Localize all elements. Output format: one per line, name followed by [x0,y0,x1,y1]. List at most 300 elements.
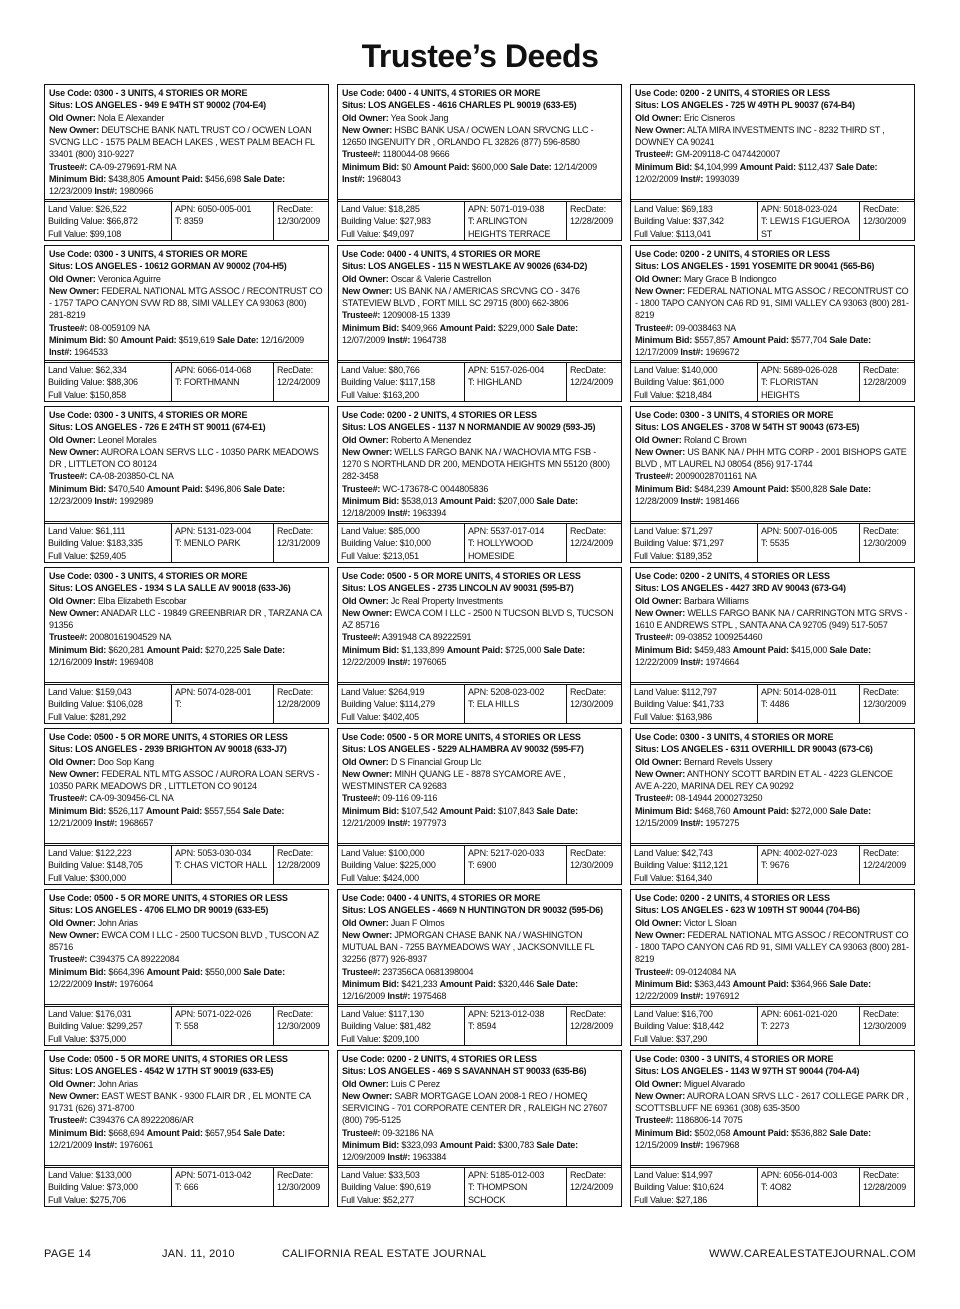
trustee-label: Trustee#: [49,322,88,333]
land-value-line [634,1169,754,1181]
tract-value: HOLLYWOOD HOMESIDE [468,538,533,561]
tract-label: T: [175,377,182,388]
land-value-line [48,1169,168,1181]
full-value: $375,000 [89,1033,126,1044]
new-owner-line [635,124,910,149]
inst-value: 1969672 [705,347,740,358]
rec-date-label: RecDate: [570,204,606,214]
rec-date-label: RecDate: [277,365,313,375]
building-value-line [48,1020,168,1032]
min-bid-label: Minimum Bid: [342,979,400,990]
trustee-label: Trustee#: [635,149,674,160]
old-owner-label: Old Owner: [635,434,682,445]
trustee-value: 20080161904529 NA [89,632,172,643]
record-info [45,729,328,846]
record-info [338,407,621,524]
amount-paid-label: Amount Paid: [732,1127,789,1138]
new-owner-line [49,1090,324,1115]
old-owner-label: Old Owner: [49,756,96,767]
use-code: Use Code: 0300 - 3 UNITS, 4 STORIES OR MORE [49,571,248,581]
full-value-line [634,550,754,562]
old-owner-value: Eric Cisneros [683,112,735,123]
amount-paid-value: $557,554 [204,805,241,816]
values-cell [631,846,758,884]
footer-page-number: PAGE 14 [44,1248,92,1260]
trustee-line [49,953,324,965]
new-owner-value: ALTA MIRA INVESTMENTS INC - 8232 THIRD ST , DOWNEY CA 90241 [635,124,885,148]
deed-record [44,889,329,1046]
deed-record [630,567,915,724]
inst-value: 1993039 [705,174,740,185]
land-value-label: Land Value: [48,204,94,214]
old-owner-line [342,1078,617,1090]
sale-date-value: 12/15/2009 [635,1140,679,1151]
deed-record [630,406,915,563]
building-value: $41,733 [692,699,724,710]
apn-value: 5007-016-005 [783,526,838,536]
building-value-line [341,698,461,710]
building-value: $73,000 [106,1182,138,1193]
old-owner-label: Old Owner: [342,273,389,284]
values-cell [45,363,172,401]
apn-value: 5131-023-004 [197,526,252,536]
deed-record [44,567,329,724]
old-owner-label: Old Owner: [49,434,96,445]
rec-date-value: 12/28/2009 [570,1021,614,1032]
situs-address: Situs: LOS ANGELES - 10612 GORMAN AV 90002 (704-H5) [49,261,287,272]
apn-value: 6066-014-068 [197,365,252,375]
situs-address: Situs: LOS ANGELES - 1143 W 97TH ST 90044 (704-A4) [635,1066,860,1077]
bid-line [342,978,617,1003]
apn-value: 5185-012-003 [490,1170,545,1180]
amount-paid-label: Amount Paid: [439,805,496,816]
min-bid-value: $363,443 [694,979,731,990]
sale-date-value: 12/02/2009 [635,174,679,185]
building-value: $37,342 [692,216,724,227]
new-owner-line [49,124,324,161]
old-owner-label: Old Owner: [49,1078,96,1089]
apn-line [175,847,270,859]
amount-paid-label: Amount Paid: [146,483,203,494]
values-cell [631,1168,758,1206]
use-code: Use Code: 0200 - 2 UNITS, 4 STORIES OR LESS [635,893,830,903]
inst-value: 1957275 [705,818,740,829]
tract-label: T: [468,699,475,710]
min-bid-label: Minimum Bid: [49,174,107,185]
tract-value: FLORISTAN HEIGHTS [761,377,818,400]
sale-date-label: Sale Date: [243,644,285,655]
situs-address: Situs: LOS ANGELES - 1591 YOSEMITE DR 90041 (565-B6) [635,261,875,272]
new-owner-value: EAST WEST BANK - 9300 FLAIR DR , EL MONTE CA 91731 (626) 371-8700 [49,1090,311,1114]
tract-line [468,537,563,562]
apn-line [761,203,856,215]
rec-date-label: RecDate: [277,687,313,697]
building-value: $18,442 [692,1021,724,1032]
tract-label: T: [761,860,768,871]
rec-date-cell [860,1168,914,1206]
land-value: $80,766 [388,365,420,375]
apn-cell [172,685,274,723]
old-owner-label: Old Owner: [635,917,682,928]
building-value: $61,000 [692,377,724,388]
inst-label: Inst#: [680,991,704,1002]
sale-date-label: Sale Date: [243,174,285,185]
min-bid-value: $438,805 [108,174,145,185]
trustee-value: 20090028701161 NA [675,471,757,482]
trustee-label: Trustee#: [342,1127,381,1138]
new-owner-value: US BANK NA / AMERICAS SRCVNG CO - 3476 STATEVIEW BLVD , FORT MILL SC 29715 (800) 662-3806 [342,285,580,309]
building-value-label: Building Value: [341,1182,398,1193]
rec-date-label: RecDate: [570,1170,606,1180]
tract-value: 4O82 [769,1182,792,1193]
use-code: Use Code: 0300 - 3 UNITS, 4 STORIES OR MORE [49,249,248,259]
land-value-line [634,686,754,698]
land-value-label: Land Value: [341,204,387,214]
full-value-line [341,389,461,401]
land-value: $61,111 [95,526,126,536]
tract-label: T: [468,860,475,871]
rec-date-value: 12/24/2009 [570,1182,614,1193]
inst-value: 1964738 [412,335,447,346]
land-value: $33,503 [388,1170,420,1180]
deed-record [337,406,622,563]
old-owner-label: Old Owner: [49,273,96,284]
old-owner-value: John Arias [97,917,138,928]
full-value-label: Full Value: [341,1033,381,1044]
inst-value: 1968657 [119,818,154,829]
min-bid-value: $1,133,899 [401,644,445,655]
rec-date-cell [860,846,914,884]
apn-value: 5071-013-042 [197,1170,252,1180]
full-value-label: Full Value: [634,228,674,239]
trustee-value: WC-173678-C 0044805836 [382,483,489,494]
full-value-label: Full Value: [341,872,381,883]
sale-date-value: 12/22/2009 [342,657,386,668]
old-owner-line [49,595,324,607]
new-owner-line [49,285,324,322]
new-owner-value: FEDERAL NTL MTG ASSOC / AURORA LOAN SERVS - 10350 PARK MEADOWS DR , LITTLETON CO 90124 [49,768,320,792]
trustee-line [342,631,617,643]
tract-line [468,859,563,871]
rec-date-cell [274,524,328,562]
old-owner-line [342,756,617,768]
record-values [631,846,914,884]
rec-date-cell [567,1007,621,1045]
values-cell [45,846,172,884]
apn-label: APN: [175,1170,196,1180]
full-value-label: Full Value: [341,711,381,722]
new-owner-value: DEUTSCHE BANK NATL TRUST CO / OCWEN LOAN SVCNG LLC - 1575 PALM BEACH LAKES , WEST PALM BEACH FL 33401 (800) 310-9227 [49,124,315,160]
bid-line [635,1127,910,1152]
rec-date-value: 12/30/2009 [277,216,321,227]
new-owner-label: New Owner: [635,768,686,779]
full-value-line [634,711,754,723]
apn-cell [172,202,274,240]
footer-journal-name: CALIFORNIA REAL ESTATE JOURNAL [282,1248,487,1260]
rec-date-value: 12/30/2009 [570,699,614,710]
trustee-label: Trustee#: [49,793,88,804]
apn-value: 5018-023-024 [783,204,838,214]
amount-paid-value: $577,704 [791,335,828,346]
trustee-line [49,631,324,643]
record-info [338,85,621,202]
land-value-label: Land Value: [634,848,680,858]
land-value-label: Land Value: [341,526,387,536]
apn-value: 6061-021-020 [783,1009,838,1019]
old-owner-label: Old Owner: [49,112,96,123]
situs-address: Situs: LOS ANGELES - 1934 S LA SALLE AV 90018 (633-J6) [49,583,291,594]
amount-paid-label: Amount Paid: [739,161,796,172]
full-value: $209,100 [382,1033,419,1044]
apn-value: 5157-026-004 [490,365,545,375]
sale-date-value: 12/22/2009 [49,979,93,990]
tract-value: ELA HILLS [476,699,520,710]
trustee-label: Trustee#: [635,322,674,333]
rec-date-label: RecDate: [863,687,899,697]
new-owner-value: MINH QUANG LE - 8878 SYCAMORE AVE , WESTMINSTER CA 92683 [342,768,566,792]
amount-paid-value: $272,000 [791,805,828,816]
sale-date-label: Sale Date: [835,161,878,172]
rec-date-value: 12/30/2009 [863,538,907,549]
building-value-line [48,215,168,227]
situs-address: Situs: LOS ANGELES - 726 E 24TH ST 90011 (674-E1) [49,422,266,433]
tract-value: 4486 [769,699,790,710]
trustee-value: 09-0124084 NA [675,966,736,977]
amount-paid-value: $229,000 [498,322,535,333]
amount-paid-value: $600,000 [471,161,508,172]
bid-line [635,978,910,1003]
new-owner-label: New Owner: [342,929,393,940]
record-info [338,568,621,685]
land-value-label: Land Value: [341,687,387,697]
building-value-label: Building Value: [341,1021,398,1032]
trustee-label: Trustee#: [342,632,381,643]
old-owner-line [342,917,617,929]
apn-line [175,686,270,698]
rec-date-cell [567,363,621,401]
bid-line [49,805,324,830]
old-owner-value: Oscar & Valerie Castrellon [390,273,492,284]
rec-date-cell [274,1007,328,1045]
situs-address: Situs: LOS ANGELES - 4669 N HUNTINGTON DR 90032 (595-D6) [342,905,603,916]
new-owner-label: New Owner: [342,446,393,457]
trustee-value: 09-32186 NA [382,1127,434,1138]
new-owner-label: New Owner: [49,607,100,618]
rec-date-cell [567,685,621,723]
rec-date-label: RecDate: [277,1009,313,1019]
full-value-label: Full Value: [48,228,88,239]
use-code: Use Code: 0300 - 3 UNITS, 4 STORIES OR MORE [635,732,834,742]
min-bid-value: $421,233 [401,979,438,990]
inst-label: Inst#: [387,508,411,519]
record-values [631,685,914,723]
old-owner-label: Old Owner: [635,756,682,767]
new-owner-line [635,285,910,322]
land-value-label: Land Value: [341,1009,387,1019]
apn-label: APN: [175,687,196,697]
full-value: $218,484 [675,389,712,400]
new-owner-label: New Owner: [49,285,100,296]
land-value-label: Land Value: [341,848,387,858]
new-owner-label: New Owner: [49,768,100,779]
land-value-label: Land Value: [634,1170,680,1180]
full-value-line [341,1194,461,1206]
new-owner-label: New Owner: [49,446,100,457]
deeds-grid [44,84,916,1207]
trustee-line [635,966,910,978]
tract-value: THOMPSON SCHOCK [468,1182,528,1205]
tract-line [468,1020,563,1032]
rec-date-label: RecDate: [570,526,606,536]
apn-label: APN: [468,1009,489,1019]
rec-date-value: 12/30/2009 [277,1182,321,1193]
new-owner-label: New Owner: [49,1090,100,1101]
new-owner-label: New Owner: [342,124,393,135]
inst-value: 1976065 [412,657,447,668]
rec-date-cell [274,1168,328,1206]
min-bid-value: $557,857 [694,335,731,346]
values-cell [338,1168,465,1206]
apn-value: 5208-023-002 [490,687,545,697]
building-value-line [341,537,461,549]
values-cell [631,1007,758,1045]
building-value-label: Building Value: [634,699,691,710]
apn-cell [465,1168,567,1206]
apn-cell [465,524,567,562]
old-owner-value: Barbara Williams [683,595,749,606]
tract-label: T: [468,1182,475,1193]
min-bid-value: $484,239 [694,483,731,494]
apn-line [468,1008,563,1020]
sale-date-label: Sale Date: [829,1127,871,1138]
old-owner-line [635,917,910,929]
situs-address: Situs: LOS ANGELES - 4616 CHARLES PL 90019 (633-E5) [342,100,577,111]
rec-date-cell [274,363,328,401]
tract-label: T: [175,1182,182,1193]
amount-paid-value: $320,446 [498,979,535,990]
rec-date-value: 12/28/2009 [277,699,321,710]
inst-label: Inst#: [680,818,704,829]
building-value-label: Building Value: [634,216,691,227]
use-code: Use Code: 0500 - 5 OR MORE UNITS, 4 STORIES OR LESS [49,893,288,903]
page-title: Trustee’s Deeds [361,38,599,74]
full-value-line [634,389,754,401]
use-code: Use Code: 0200 - 2 UNITS, 4 STORIES OR LESS [342,410,537,420]
apn-line [468,847,563,859]
rec-date-value: 12/30/2009 [277,1021,321,1032]
land-value-line [48,686,168,698]
old-owner-value: Veronica Aguirre [97,273,161,284]
inst-value: 1980966 [119,186,154,197]
new-owner-value: AURORA LOAN SRVS LLC - 2617 COLLEGE PARK DR , SCOTTSBLUFF NE 69361 (308) 635-3500 [635,1090,909,1114]
inst-value: 1992989 [119,496,154,507]
apn-value: 6056-014-003 [783,1170,838,1180]
sale-date-value: 12/16/2009 [260,335,304,346]
sale-date-label: Sale Date: [243,1127,285,1138]
new-owner-value: ANTHONY SCOTT BARDIN ET AL - 4223 GLENCOE AVE A-220, MARINA DEL REY CA 90292 [635,768,893,792]
apn-line [761,1008,856,1020]
trustee-label: Trustee#: [342,483,381,494]
full-value-label: Full Value: [634,550,674,561]
amount-paid-label: Amount Paid: [732,335,789,346]
full-value-line [48,550,168,562]
amount-paid-value: $107,843 [498,805,535,816]
tract-value: 6900 [476,860,497,871]
tract-value: CHAS VICTOR HALL [183,860,268,871]
record-info [631,85,914,202]
new-owner-line [342,446,617,483]
amount-paid-label: Amount Paid: [120,335,177,346]
tract-label: T: [468,538,475,549]
amount-paid-value: $536,882 [791,1127,828,1138]
record-values [631,363,914,401]
old-owner-line [635,434,910,446]
min-bid-value: $538,013 [401,496,438,507]
trustee-value: 1209008-15 1339 [382,310,451,321]
old-owner-label: Old Owner: [49,917,96,928]
min-bid-label: Minimum Bid: [342,496,400,507]
record-info [338,890,621,1007]
full-value: $52,277 [382,1194,415,1205]
building-value-label: Building Value: [634,377,691,388]
sale-date-value: 12/17/2009 [635,347,679,358]
apn-label: APN: [468,1170,489,1180]
sale-date-value: 12/18/2009 [342,508,386,519]
trustee-value: CA-09-309456-CL NA [89,793,174,804]
building-value-line [341,215,461,227]
deed-record [630,84,915,241]
sale-date-label: Sale Date: [536,322,578,333]
min-bid-value: $107,542 [401,805,438,816]
apn-value: 5071-022-026 [197,1009,252,1019]
old-owner-value: D S Financial Group Llc [390,756,482,767]
amount-paid-value: $500,828 [791,483,828,494]
rec-date-label: RecDate: [570,365,606,375]
land-value-label: Land Value: [48,1170,94,1180]
min-bid-label: Minimum Bid: [635,1127,693,1138]
min-bid-label: Minimum Bid: [635,805,693,816]
record-values [45,363,328,401]
apn-line [175,525,270,537]
record-values [45,1007,328,1045]
rec-date-cell [567,846,621,884]
amount-paid-label: Amount Paid: [732,644,789,655]
new-owner-line [342,285,617,310]
situs-address: Situs: LOS ANGELES - 5229 ALHAMBRA AV 90032 (595-F7) [342,744,584,755]
tract-line [761,1020,856,1032]
old-owner-value: Roberto A Menendez [390,434,472,445]
use-code: Use Code: 0200 - 2 UNITS, 4 STORIES OR LESS [635,249,830,259]
trustee-label: Trustee#: [49,471,88,482]
apn-value: 5014-028-011 [783,687,837,697]
full-value-label: Full Value: [634,1194,674,1205]
full-value-line [341,872,461,884]
apn-value: 5053-030-034 [197,848,252,858]
old-owner-value: Roland C Brown [683,434,747,445]
rec-date-label: RecDate: [863,1009,899,1019]
apn-value: 4002-027-023 [783,848,838,858]
building-value: $90,619 [399,1182,431,1193]
full-value-line [48,228,168,240]
record-values [45,524,328,562]
inst-value: 1968043 [367,174,401,185]
sale-date-label: Sale Date: [543,644,585,655]
sale-date-value: 12/23/2009 [49,186,93,197]
new-owner-value: WELLS FARGO BANK NA / CARRINGTON MTG SRVS - 1610 E ANDREWS STPL , SANTA ANA CA 92705 (949) 517-5057 [635,607,908,631]
old-owner-value: Mary Grace B Indiongco [683,273,777,284]
rec-date-cell [567,1168,621,1206]
building-value-label: Building Value: [634,1021,691,1032]
